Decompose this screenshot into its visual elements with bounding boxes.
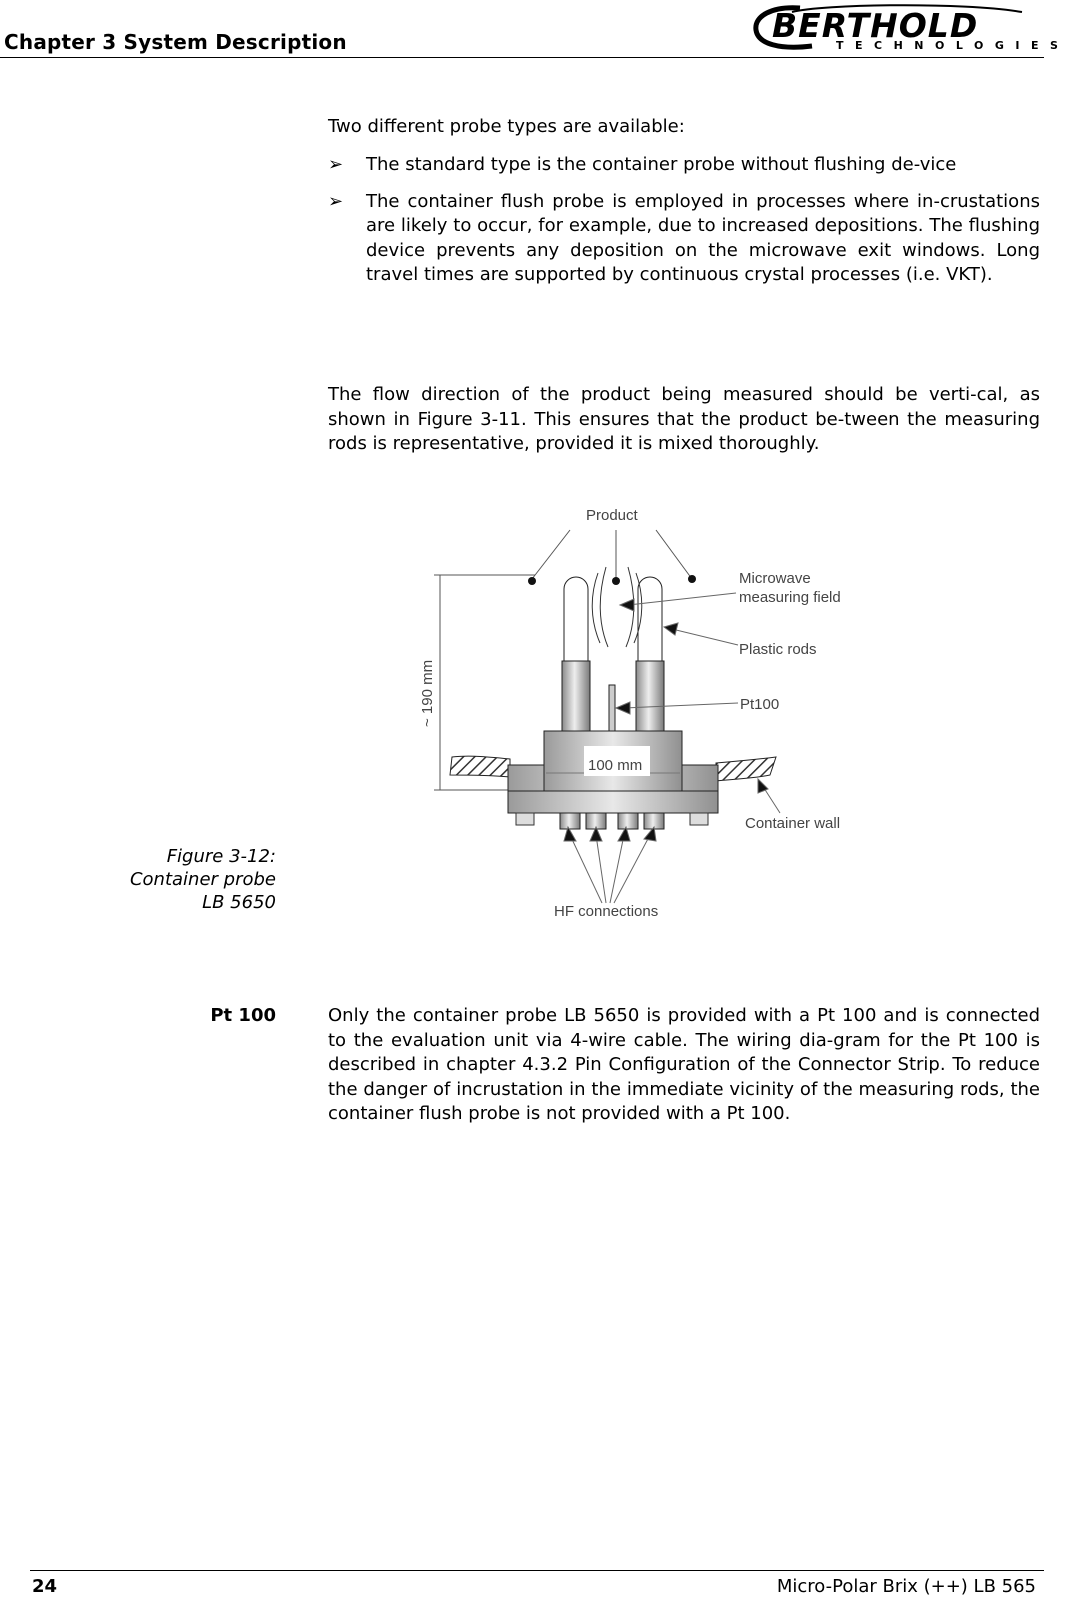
flange-base [508, 791, 718, 813]
page-number: 24 [32, 1576, 58, 1597]
figure-caption-line: Container probe [129, 869, 276, 890]
height-label: ~ 190 mm [419, 659, 436, 727]
measuring-rods [562, 577, 664, 731]
container-probe-figure [420, 505, 900, 935]
label-width: 100 mm [588, 757, 643, 774]
label-product: Product [586, 507, 638, 524]
label-pt100: Pt100 [740, 696, 780, 713]
pt100-paragraph: Only the container probe LB 5650 is provided with a Pt 100 and is connected to the evaluation unit via 4-wire cable. The wiring dia-gram for the Pt 100 is described in chapter 4.3.2 Pin Configuration of the Connector Strip. To reduce the danger of incrustation in the immediate vicinity of the measuring rods, the container flush probe is not provided with a Pt 100. [328, 1005, 1040, 1124]
list-item [328, 190, 1040, 288]
berthold-logo [752, 2, 1069, 58]
label-microwave-line1: Microwave [739, 570, 811, 587]
list-item [328, 153, 1040, 178]
flange-bolts [516, 813, 708, 825]
logo-tagline: TECHNOLOGIES [836, 39, 1069, 52]
footer-divider [30, 1570, 1044, 1571]
container-wall-left [450, 756, 510, 777]
list-item-text: The container flush probe is employed in processes where in-crustations are likely to occur, for example, due to increased depositions. The flushing device prevents any deposition on the microwave exit windows. Long travel times are supported by continuous crystal processes (i.e. VKT). [366, 190, 1040, 285]
pt100-section-label: Pt 100 [210, 1005, 276, 1026]
bullet-arrow-icon: ➢ [328, 190, 344, 212]
container-wall-right [716, 757, 776, 781]
probe-type-list [328, 153, 1040, 300]
product-indicators [528, 530, 696, 585]
label-container-wall: Container wall [745, 815, 841, 832]
label-hf-connections: HF connections [554, 903, 659, 920]
figure-caption-line: Figure 3-12: [166, 846, 276, 867]
label-microwave-line2: measuring field [739, 589, 841, 606]
intro-paragraph: Two different probe types are available: [328, 116, 685, 137]
flow-direction-paragraph: The flow direction of the product being measured should be verti-cal, as shown in Figure 3-11. This ensures that the product be-tween the measuring rods is representative, provided it is mixed thoroughly. [328, 384, 1040, 454]
document-title: Micro-Polar Brix (++) LB 565 [776, 1576, 1036, 1597]
figure-caption [130, 845, 276, 914]
list-item-text: The standard type is the container probe without flushing de-vice [366, 154, 957, 175]
label-plastic-rods: Plastic rods [739, 641, 817, 658]
bullet-arrow-icon: ➢ [328, 154, 344, 175]
header-divider [0, 57, 1044, 58]
chapter-title: Chapter 3 System Description [4, 30, 347, 54]
hf-connectors [560, 813, 664, 829]
logo-wordmark: BERTHOLD [772, 6, 979, 45]
figure-caption-line: LB 5650 [202, 892, 276, 913]
